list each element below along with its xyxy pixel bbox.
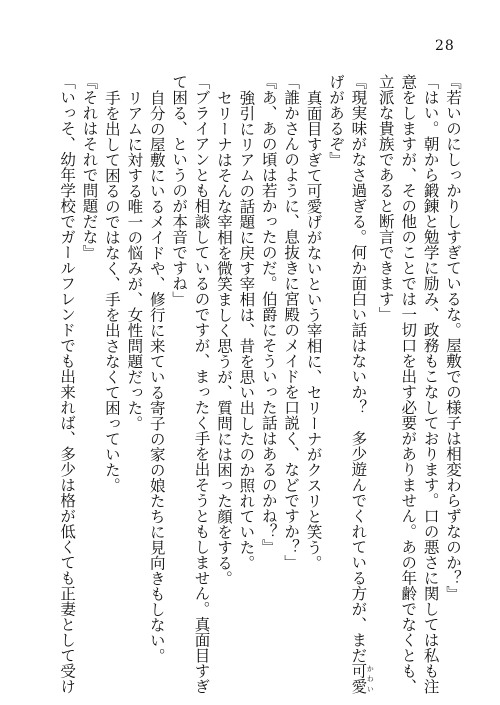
text-line [347,74,375,694]
text-line-content: 「いっそ、幼年学校でガールフレンドでも出来れば、多少は格が低くても正妻として受け [58,74,77,694]
text-line-content: 強引にリアムの話題に戻す宰相は、昔を思い出したのか照れていた。 [237,89,256,570]
text-line [419,74,441,694]
text-line [123,74,145,674]
text-line [442,74,464,674]
text-line [56,74,78,694]
text-line-content: て困る、というのが本音ですね」 [170,74,189,307]
text-line-content: 「はい。朝から鍛錬と勉学に励み、政務もこなしております。口の悪さに関しては私も注 [421,74,440,694]
ruby-base: 可愛 [349,663,368,694]
text-line [280,74,302,674]
text-line-content: 手を出して困るのではなく、手を出さなくて困っていた。 [102,89,121,493]
text-line [190,74,212,694]
text-line [145,74,167,674]
text-line-content: リアムに対する唯一の悩みが、女性問題だった。 [125,89,144,431]
text-line-content: 『あ、あの頃は若かったのだ。伯爵にそういった話はあるのかね？』 [259,74,278,555]
text-line [374,74,396,674]
text-line-content: 『現実味がなさ過ぎる。何か面白い話はないか？ 多少遊んでくれている方が、まだ [349,74,368,663]
text-line-content: 真面目すぎて可愛げがないという宰相に、セリーナがクスリと笑う。 [304,89,323,570]
text-line [325,74,347,674]
vertical-text-body [44,74,464,694]
text-line [101,74,123,674]
text-line-content: 『それはそれで問題だな』 [80,74,99,260]
text-line [235,74,257,674]
text-line-content: 「誰かさんのように、息抜きに宮殿のメイドを口説く、などですか？」 [282,74,301,570]
text-line [302,74,324,674]
page-number: 28 [435,38,455,54]
text-line-content: げがあるぞ』 [326,74,345,167]
text-line-content: 『若いのにしっかりしすぎているな。屋敷での様子は相変わらずなのか？』 [444,74,462,601]
text-line [213,74,235,674]
text-line [257,74,279,674]
text-line [397,74,419,694]
text-line-content: 「ブライアンとも相談しているのですが、まったく手を出そうともしません。真面目すぎ [192,74,211,694]
text-line-content: セリーナはそんな宰相を微笑ましく思うが、質問には困った顔をする。 [214,89,233,586]
text-line [168,74,190,674]
text-line-content: 立派な貴族であると断言できます」 [376,74,395,322]
text-line-content: 意をしますが、その他のことでは一切口を出す必要がありません。あの年齢でなくとも、 [399,74,418,694]
ruby-text: かわい [366,663,375,694]
ruby-annotation [349,663,375,694]
text-line [78,74,100,674]
text-line-content: 自分の屋敷にいるメイドや、修行に来ている寄子の家の娘たちに見向きもしない。 [147,89,166,663]
